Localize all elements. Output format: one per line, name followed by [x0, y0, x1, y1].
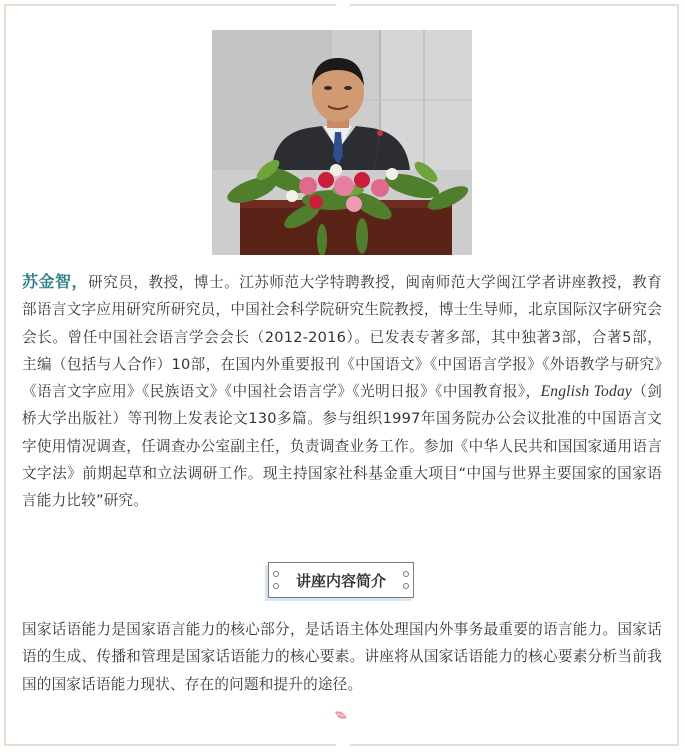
title-corner-dot: [273, 583, 279, 589]
title-corner-dot: [403, 571, 409, 577]
bio-text-part1: 研究员，教授，博士。江苏师范大学特聘教授，闽南师范大学闽江学者讲座教授，教育部语言文字应用研究所研究员，中国社会科学院研究生院教授，博士生导师，北京国际汉字研究会会长。曾任中国社会语言学会会长（2012-2016）。已发表专著多部，其中独著3部，合著5部，主编（包括与人合作）10部，在国内外重要报刊《中国语文》《中国语言学报》《外语教学与研究》《语言文字应用》《民族语文》《中国社会语言学》《光明日报》《中国教育报》，: [22, 274, 662, 401]
speaker-photo: [212, 30, 472, 255]
bio-text-part2: （剑桥大学出版社）等刊物上发表论文130多篇。参与组织1997年国务院办公会议批准的中国语言文字使用情况调查，任调查办公室副主任，负责调查业务工作。参加《中华人民共和国国家通用语言文字法》前期起草和立法调研工作。现主持国家社科基金重大项目“中国与世界主要国家的国家语言能力比较”研究。: [22, 383, 662, 510]
section-title-box: [268, 562, 414, 598]
title-corner-dot: [403, 583, 409, 589]
bio-english-journal: English Today: [540, 383, 632, 401]
section-title: 讲座内容简介: [295, 571, 386, 590]
frame-bottom-gap: [336, 742, 350, 750]
bottom-ornament-icon: [334, 710, 348, 720]
speaker-photo-illustration: [212, 30, 472, 255]
speaker-bio: [22, 268, 662, 515]
speaker-name: 苏金智，: [22, 272, 89, 291]
title-corner-dot: [273, 571, 279, 577]
lecture-intro: 国家话语能力是国家语言能力的核心部分，是话语主体处理国内外事务最重要的语言能力。国家话语的生成、传播和管理是国家话语能力的核心要素。讲座将从国家话语能力的核心要素分析当前我国的国家话语能力现状、存在的问题和提升的途径。: [22, 621, 662, 693]
frame-top-gap: [336, 2, 350, 10]
